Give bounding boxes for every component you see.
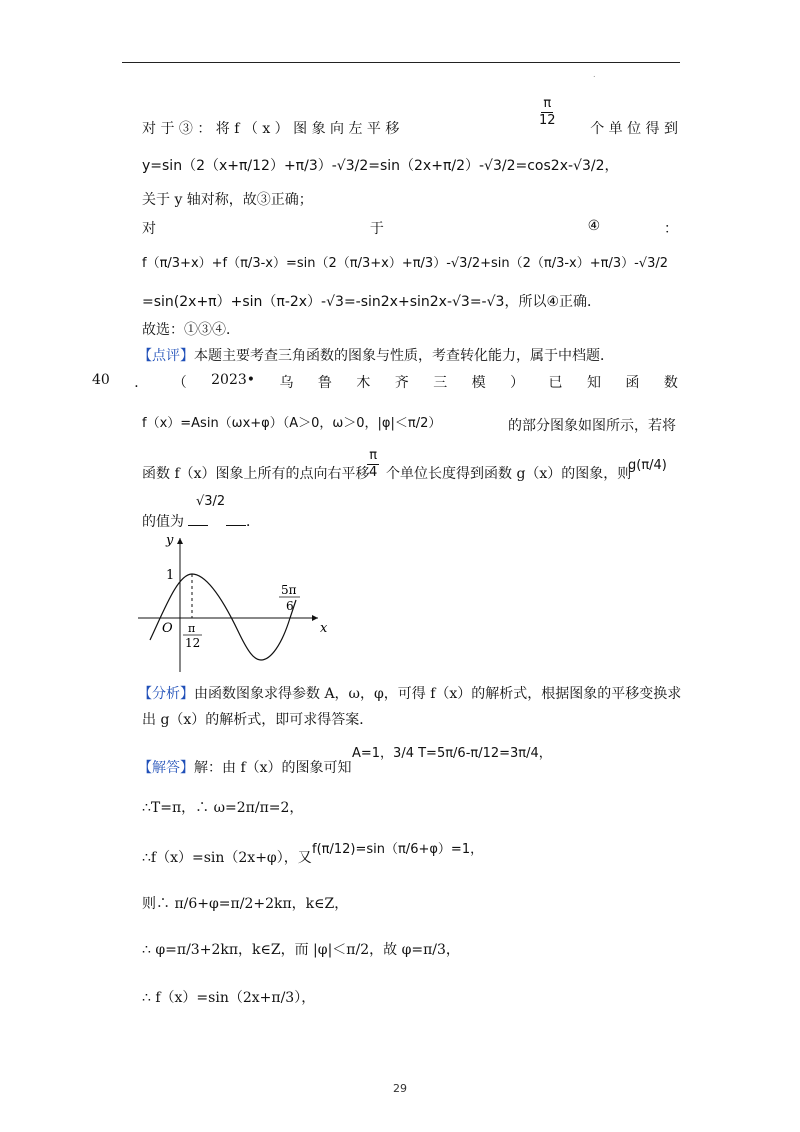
solution-line3a: ∴f（x）=sin（2x+φ），又: [142, 850, 312, 866]
header-rule: [122, 62, 680, 63]
page-number: 29: [393, 1082, 407, 1095]
comment-text: 本题主要考查三角函数的图象与性质，考查转化能力，属于中档题．: [194, 348, 614, 364]
y-axis-label: y: [166, 533, 174, 548]
origin-label: O: [162, 621, 173, 636]
comment: [138, 346, 614, 366]
q40-ask: g(π/4): [628, 458, 667, 473]
part3-conclusion: 关于 y 轴对称，故③正确；: [142, 192, 313, 208]
solution-line4: 则∴ π/6+φ=π/2+2kπ，k∈Z，: [142, 896, 349, 912]
part3-unit: 个 单 位 得 到: [590, 121, 678, 137]
q40-shift-fraction: $\frac{\pi}{4}$: [369, 448, 378, 480]
q40-value-answer: √3/2: [196, 494, 226, 509]
analysis-line2: 出 g（x）的解析式，即可求得答案．: [142, 712, 374, 728]
solution-line6: ∴ f（x）=sin（2x+π/3），: [142, 990, 316, 1006]
tick1-num: π: [188, 622, 196, 635]
part3-intro: 对 于 ③ ： 将 f （ x ） 图 象 向 左 平 移: [142, 121, 400, 137]
tick1-den: 12: [185, 636, 201, 650]
analysis-tag: 【分析】: [138, 686, 194, 702]
tick2-num: 5π: [281, 583, 297, 597]
sine-curve: [150, 574, 296, 660]
part3-expression: y=sin（2（x+π/12）+π/3）-√3/2=sin（2x+π/2）-√3/2=cos2x-√3/2，: [142, 158, 619, 174]
q40-value-line: 的值为: [142, 512, 208, 532]
peak-label: 1: [166, 568, 175, 583]
solution-line5: ∴ φ=π/3+2kπ，k∈Z，而 |φ|＜π/2，故 φ=π/3，: [142, 942, 460, 958]
corner-mark: .: [593, 70, 596, 79]
part4-expression-1: f（π/3+x）+f（π/3-x）=sin（2（π/3+x）+π/3）-√3/2+sin（2（π/3-x）+π/3）-√3/2: [142, 256, 669, 271]
solution-line1-expr: A=1，3/4 T=5π/6-π/12=3π/4，: [352, 746, 552, 761]
solution-line1: 【解答】解：由 f（x）的图象可知: [138, 760, 352, 776]
analysis-line1: 【分析】由函数图象求得参数 A，ω，φ，可得 f（x）的解析式，根据图象的平移变换求: [138, 686, 682, 702]
solution-line3b: f(π/12)=sin（π/6+φ）=1，: [312, 842, 484, 857]
q40-desc2b: 个单位长度得到函数 g（x）的图象，则: [386, 466, 632, 482]
shift-fraction: $\frac{\pi}{12}$: [539, 96, 556, 128]
answer-choice: 故选：①③④．: [142, 322, 240, 338]
solution-line2: ∴T=π，∴ ω=2π/π=2，: [142, 800, 304, 816]
q40-formula: f（x）=Asin（ωx+φ）（A＞0，ω＞0，|φ|＜π/2）: [142, 416, 442, 431]
part4-expression-2: =sin(2x+π）+sin（π-2x）-√3=-sin2x+sin2x-√3=-√3，所以④正确．: [142, 294, 601, 310]
function-graph: [130, 528, 340, 676]
solution-tag: 【解答】: [138, 760, 194, 776]
part3-intro-line: [142, 118, 678, 138]
q40-head: 40 ． （ 2023• 乌 鲁 木 齐 三 模 ） 已 知 函 数: [92, 372, 678, 391]
part4-head: 对 于 ④ ：: [142, 218, 678, 237]
comment-tag: 【点评】: [138, 348, 194, 364]
x-axis-label: x: [320, 621, 328, 636]
q40-desc2a: 函数 f（x）图象上所有的点向右平移: [142, 466, 370, 482]
tick2-den: 6: [286, 599, 294, 613]
q40-desc1: 的部分图象如图所示，若将: [508, 418, 676, 434]
